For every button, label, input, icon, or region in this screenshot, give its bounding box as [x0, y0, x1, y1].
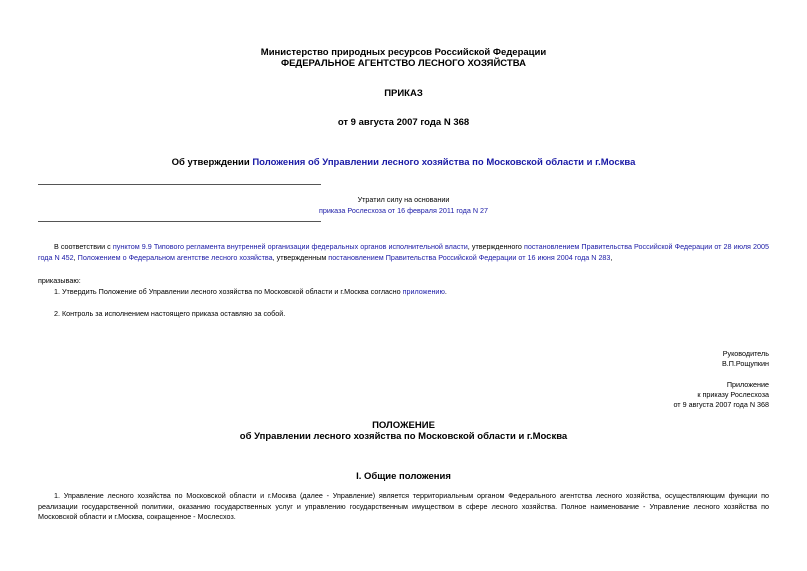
- agency-name: ФЕДЕРАЛЬНОЕ АГЕНТСТВО ЛЕСНОГО ХОЗЯЙСТВА: [280, 58, 526, 69]
- item1-text: 1. Утвердить Положение об Управлении лесного хозяйства по Московской области и г.Москва согласно: [54, 287, 403, 296]
- section-heading: I. Общие положения: [356, 471, 451, 482]
- title-prefix: Об утверждении: [171, 157, 253, 168]
- repeal-order-link-row: [0, 206, 807, 216]
- appendix-to: к приказу Рослесхоза: [697, 390, 769, 399]
- signature-position: Руководитель: [722, 349, 769, 358]
- signature-name: В.П.Рощупкин: [721, 359, 769, 368]
- ministry-name: Министерство природных ресурсов Российской Федерации: [260, 47, 547, 58]
- repeal-note: Утратил силу на основании: [357, 195, 450, 204]
- repeal-order-link[interactable]: приказа Рослесхоза от 16 февраля 2011 года N 27: [318, 206, 489, 215]
- order-date-number: от 9 августа 2007 года N 368: [337, 117, 470, 128]
- item1-end: .: [444, 287, 447, 296]
- government-decree-452-link[interactable]: постановлением Правительства Российской Федерации от 28 июля 2005 года N 452: [38, 242, 769, 262]
- order-item-2: 2. Контроль за исполнением настоящего приказа оставляю за собой.: [54, 309, 286, 318]
- order-item-1: [54, 287, 447, 297]
- appendix-date: от 9 августа 2007 года N 368: [673, 400, 769, 409]
- agency-regulation-link[interactable]: Положением о Федеральном агентстве лесного хозяйства: [77, 252, 273, 262]
- preamble-paragraph: [38, 242, 769, 263]
- appendix-link[interactable]: приложению: [402, 287, 445, 296]
- government-decree-283-link[interactable]: постановлением Правительства Российской Федерации от 16 июня 2004 года N 283: [328, 252, 611, 262]
- divider-top: [38, 184, 321, 185]
- preamble-text-5: ,: [610, 252, 613, 262]
- title-regulation-link[interactable]: Положения об Управлении лесного хозяйства по Московской области и г.Москва: [252, 157, 636, 168]
- preamble-text-4: , утвержденным: [272, 252, 329, 262]
- section-paragraph-1: 1. Управление лесного хозяйства по Московской области и г.Москва (далее - Управление) является территориальным органом Федерального агентства лесного хозяйства, осуществляющим функции по реализации государственной политики, оказанию государственных услуг и управлению государственным имуществом в сфере лесного хозяйства. Полное наименование - Управление лесного хозяйства по Московской области и г.Москва, сокращенное - Мослесхоз.: [38, 491, 769, 521]
- document-title: [0, 157, 807, 168]
- preamble-text-2: , утвержденного: [467, 242, 524, 251]
- regulation-clause-link[interactable]: пунктом 9.9 Типового регламента внутренней организации федеральных органов исполнительной власти: [112, 242, 468, 251]
- document-type: ПРИКАЗ: [384, 88, 423, 99]
- order-word: приказываю:: [38, 276, 81, 285]
- regulation-subtitle: об Управлении лесного хозяйства по Московской области и г.Москва: [239, 431, 568, 442]
- regulation-title: ПОЛОЖЕНИЕ: [372, 420, 435, 431]
- preamble-text-3: ,: [73, 252, 78, 262]
- divider-bottom: [38, 221, 321, 222]
- preamble-text-1: В соответствии с: [54, 242, 113, 251]
- appendix-label: Приложение: [726, 380, 769, 389]
